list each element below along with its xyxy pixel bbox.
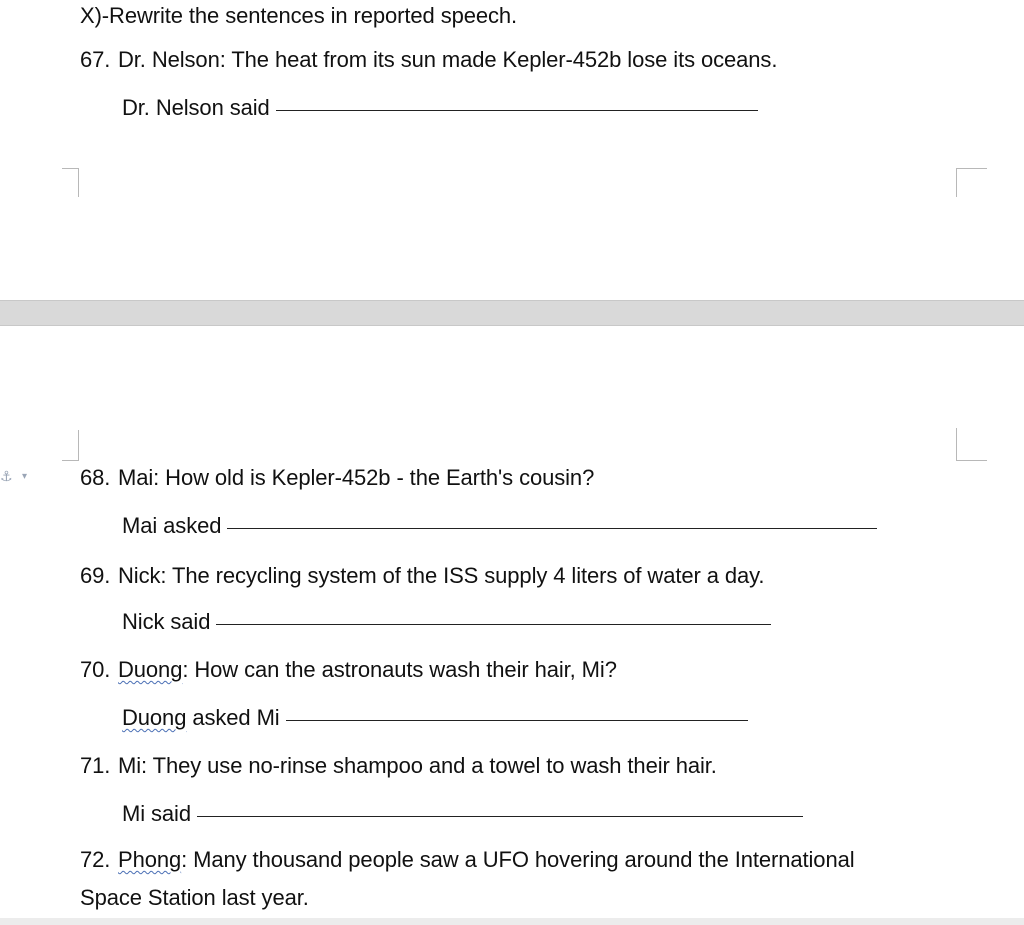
question-prompt: : How can the astronauts wash their hair, Mi? xyxy=(182,657,617,682)
chevron-down-icon[interactable]: ▾ xyxy=(22,471,28,482)
speaker-name: Duong xyxy=(118,657,183,682)
section-heading: X)-Rewrite the sentences in reported speech. xyxy=(80,3,518,28)
question-number: 72. xyxy=(80,847,111,872)
answer-blank[interactable] xyxy=(276,110,758,111)
paragraph-anchor-icon[interactable]: ⚓ xyxy=(0,468,13,484)
document-page-1 xyxy=(0,0,1024,300)
page-corner-mark xyxy=(62,430,79,461)
question-72-continued: Space Station last year. xyxy=(80,885,309,910)
page-bottom-edge xyxy=(0,918,1024,925)
question-number: 68. xyxy=(80,465,111,490)
question-prompt: Mi: They use no-rinse shampoo and a towel to wash their hair. xyxy=(118,753,717,778)
question-prompt: : Many thousand people saw a UFO hovering around the International xyxy=(181,847,855,872)
question-prompt: Nick: The recycling system of the ISS supply 4 liters of water a day. xyxy=(118,563,765,588)
question-number: 70. xyxy=(80,657,111,682)
answer-stem: Nick said xyxy=(122,609,211,634)
question-number: 71. xyxy=(80,753,111,778)
question-72 xyxy=(80,846,855,874)
question-71 xyxy=(80,752,717,780)
page-break-gap xyxy=(0,300,1024,326)
question-69 xyxy=(80,562,764,590)
answer-line-69[interactable] xyxy=(122,608,771,636)
question-number: 69. xyxy=(80,563,111,588)
question-67 xyxy=(80,46,777,74)
answer-blank[interactable] xyxy=(286,720,748,721)
answer-stem: Dr. Nelson said xyxy=(122,95,270,120)
answer-stem-name: Duong xyxy=(122,705,187,730)
question-number: 67. xyxy=(80,47,111,72)
answer-line-67[interactable] xyxy=(122,94,758,122)
page-corner-mark xyxy=(956,428,987,461)
page-corner-mark xyxy=(62,168,79,197)
question-prompt: Dr. Nelson: The heat from its sun made Kepler-452b lose its oceans. xyxy=(118,47,778,72)
answer-blank[interactable] xyxy=(227,528,877,529)
answer-line-70[interactable] xyxy=(122,704,748,732)
question-prompt: Mai: How old is Kepler-452b - the Earth's cousin? xyxy=(118,465,595,490)
question-70 xyxy=(80,656,617,684)
question-68 xyxy=(80,464,594,492)
speaker-name: Phong xyxy=(118,847,182,872)
answer-stem: asked Mi xyxy=(186,705,280,730)
answer-line-71[interactable] xyxy=(122,800,803,828)
answer-blank[interactable] xyxy=(216,624,771,625)
answer-blank[interactable] xyxy=(197,816,803,817)
answer-line-68[interactable] xyxy=(122,512,877,540)
answer-stem: Mai asked xyxy=(122,513,222,538)
page-corner-mark xyxy=(956,168,987,197)
answer-stem: Mi said xyxy=(122,801,191,826)
